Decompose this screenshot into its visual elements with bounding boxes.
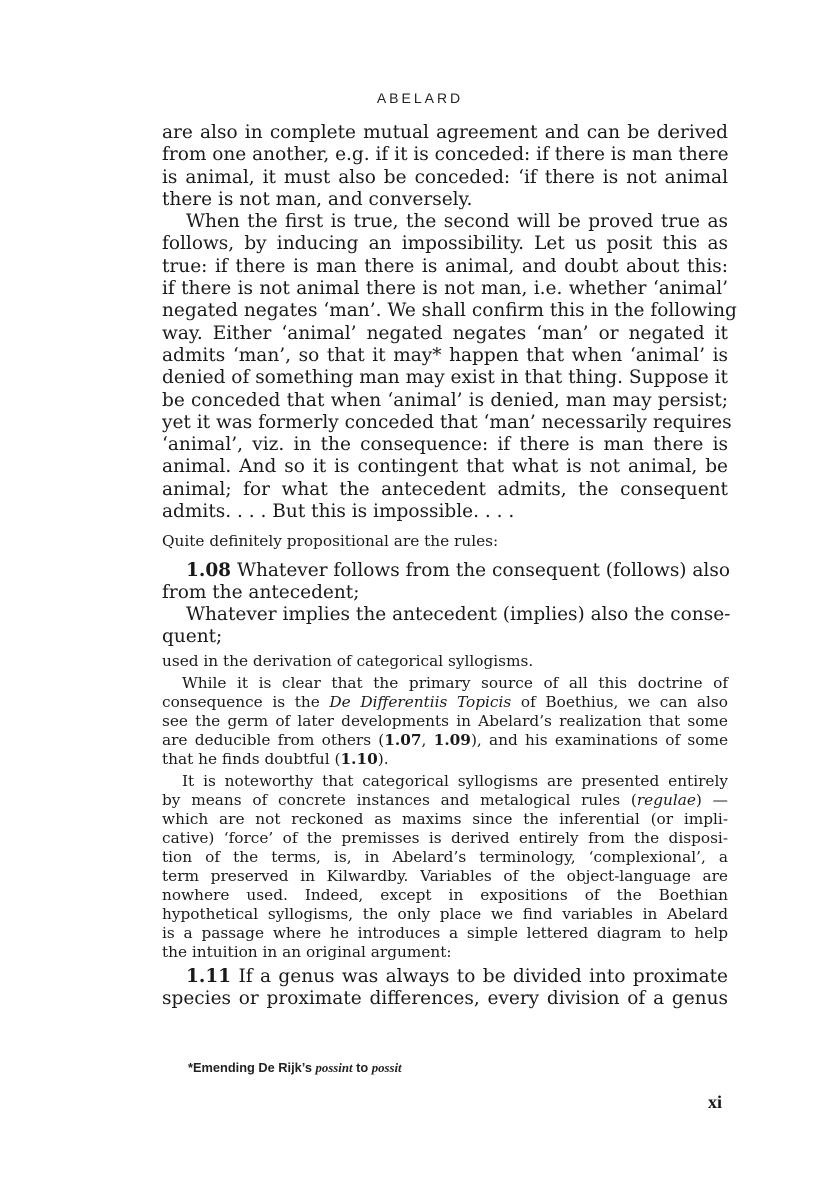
quote-line: from one another, e.g. if it is conceded: if there is man there (162, 144, 729, 166)
paragraph-line: by means of concrete instances and metalogical rules (regulae) — (162, 791, 728, 809)
quote-line: are also in complete mutual agreement and can be derived (162, 122, 728, 143)
quote-line: When the first is true, the second will be proved true as (186, 211, 728, 233)
paragraph-line: It is noteworthy that categorical syllogisms are presented entirely (182, 772, 728, 790)
paragraph-line: which are not reckoned as maxims since the inferential (or impli- (162, 810, 728, 828)
rule-ref: 1.09 (433, 731, 471, 749)
quote-line: animal; for what the antecedent admits, the consequent (162, 478, 728, 500)
latin-word: possint (315, 1061, 353, 1075)
paragraph-line: see the germ of later developments in Abelard’s realization that some (162, 712, 728, 730)
rule-number: 1.11 (186, 966, 232, 987)
footnote (188, 1060, 402, 1076)
rule-intro (162, 532, 728, 551)
quote-line: animal. And so it is contingent that what is not animal, be (162, 456, 728, 478)
rule-ref: 1.07 (384, 731, 422, 749)
rule-1-11 (162, 966, 728, 1011)
quote-line: denied of something man may exist in that thing. Suppose it (162, 367, 728, 389)
rule-line: If a genus was always to be divided into proximate (238, 966, 728, 987)
paragraph-line: term preserved in Kilwardby. Variables of the object-language are (162, 867, 728, 885)
paragraph-line: While it is clear that the primary source of all this doctrine of (182, 674, 728, 692)
rule-line: species or proximate differences, every division of a genus (162, 988, 728, 1010)
quote-line: follows, by inducing an impossibility. Let us posit this as (162, 233, 728, 255)
latin-word: possit (371, 1061, 402, 1075)
commentary-paragraph-1 (162, 674, 728, 769)
quote-line: there is not man, and conversely. (162, 188, 473, 210)
paragraph-line: consequence is the De Differentiis Topicis of Boethius, we can also (162, 693, 728, 711)
used-line (162, 652, 728, 671)
quote-line: admits ‘man’, so that it may* happen that when ‘animal’ is (162, 344, 728, 366)
running-head: ABELARD (376, 90, 464, 106)
quote-line: admits. . . . But this is impossible. . . . (162, 501, 515, 523)
quote-line: true: if there is man there is animal, and doubt about this: (162, 255, 728, 277)
quote-line: yet it was formerly conceded that ‘man’ necessarily requires (162, 411, 732, 433)
quote-line: negated negates ‘man’. We shall confirm this in the following (162, 300, 737, 322)
rule-1-08 (162, 560, 728, 604)
paragraph-line: hypothetical syllogisms, the only place we find variables in Abelard (162, 905, 728, 923)
footnote-mark: * (188, 1060, 193, 1075)
rule-line: quent; (162, 626, 223, 647)
rule-line: from the antecedent; (162, 582, 360, 603)
footnote-text: to (352, 1060, 372, 1075)
rule-1-08-second (162, 604, 731, 648)
work-title: De Differentiis Topicis (329, 693, 512, 711)
quoted-passage (162, 122, 737, 523)
quote-line: way. Either ‘animal’ negated negates ‘man’ or negated it (162, 322, 728, 344)
latin-term: regulae (636, 791, 696, 809)
paragraph-line: that he finds doubtful (1.10). (162, 750, 389, 768)
paragraph-line: cative) ‘force’ of the premisses is derived entirely from the disposi- (162, 829, 728, 847)
quote-line: ‘animal’, viz. in the consequence: if there is man there is (162, 434, 728, 456)
rule-ref: 1.10 (340, 750, 378, 768)
paragraph-line: tion of the terms, is, in Abelard’s terminology, ‘complexional’, a (162, 848, 728, 866)
commentary-paragraph-2 (162, 772, 728, 962)
used-line-text: used in the derivation of categorical syllogisms. (162, 652, 534, 670)
paragraph-line: the intuition in an original argument: (162, 943, 452, 961)
rule-line: Whatever implies the antecedent (implies) also the conse- (186, 604, 731, 625)
quote-line: is animal, it must also be conceded: ‘if there is not animal (162, 166, 728, 188)
paragraph-line: nowhere used. Indeed, except in expositions of the Boethian (162, 886, 728, 904)
quote-line: be conceded that when ‘animal’ is denied, man may persist; (162, 389, 728, 411)
rule-intro-text: Quite definitely propositional are the rules: (162, 532, 499, 550)
footnote-text: Emending De Rijk’s (192, 1060, 316, 1075)
quote-line: if there is not animal there is not man, i.e. whether ‘animal’ (162, 278, 728, 300)
paragraph-line: is a passage where he introduces a simple lettered diagram to help (162, 924, 728, 942)
page-number: xi (708, 1092, 723, 1112)
paragraph-line: are deducible from others (1.07, 1.09), and his examinations of some (162, 731, 729, 749)
rule-number: 1.08 (186, 560, 232, 581)
rule-line: Whatever follows from the consequent (follows) also (236, 560, 730, 581)
